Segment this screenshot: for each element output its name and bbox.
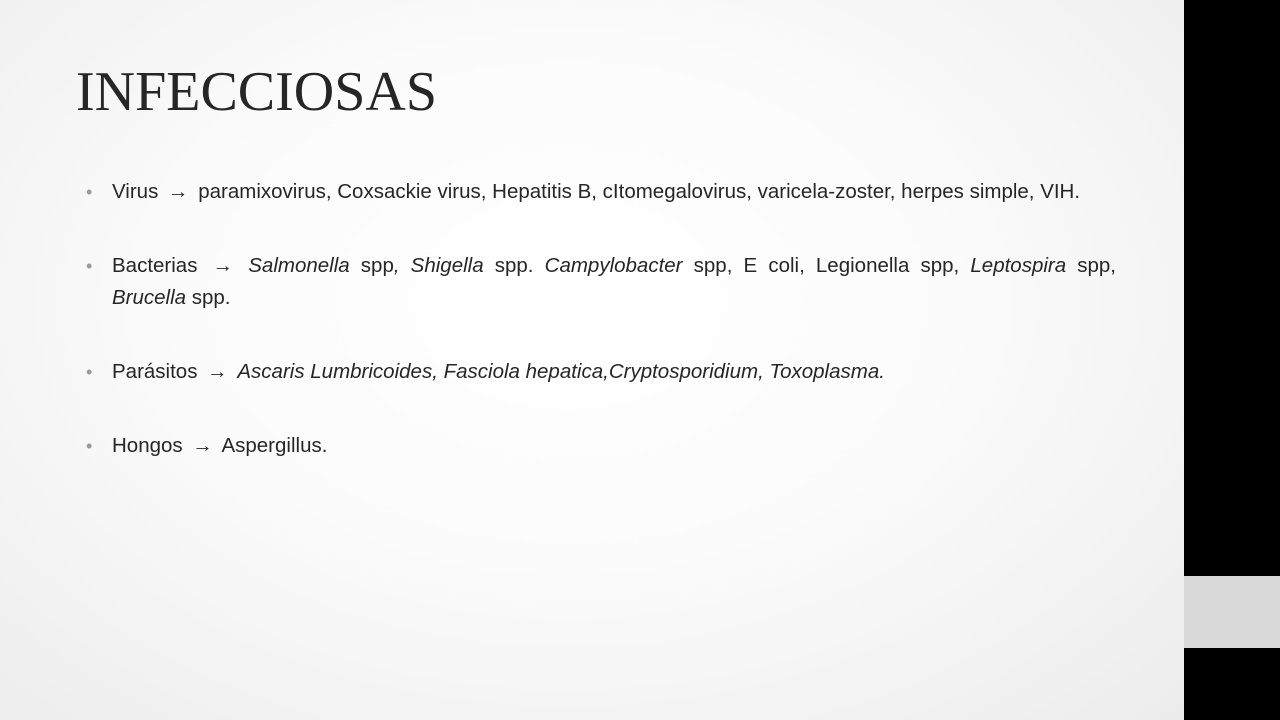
bullet-text (112, 254, 1116, 309)
bullet-dot-icon: • (86, 182, 93, 202)
arrow-right-icon: → (207, 360, 228, 383)
side-panel (1184, 0, 1280, 720)
text-segment: Brucella (112, 286, 187, 309)
bullet-dot-icon: • (86, 362, 93, 382)
text-segment: spp. (186, 286, 231, 309)
bullet-bacterias (86, 250, 1116, 314)
bullet-label: Virus (112, 180, 159, 203)
bullet-label: Hongos (112, 434, 183, 457)
bullet-parasitos (86, 356, 1116, 388)
bullet-label: Parásitos (112, 360, 198, 383)
bullet-hongos (86, 430, 1116, 462)
slide-title: INFECCIOSAS (76, 61, 437, 123)
side-panel-accent (1184, 576, 1280, 648)
text-segment: Campylobacter (544, 254, 683, 277)
bullet-label: Bacterias (112, 254, 198, 277)
bullet-virus (86, 176, 1116, 208)
arrow-right-icon: → (212, 254, 234, 277)
bullet-dot-icon: • (86, 256, 93, 276)
bullet-text: Ascaris Lumbricoides, Fasciola hepatica,Cryptosporidium, Toxoplasma. (237, 360, 885, 383)
text-segment: spp, (1066, 254, 1117, 277)
text-segment: spp (349, 254, 394, 277)
text-segment: Leptospira (970, 254, 1067, 277)
arrow-right-icon: → (192, 434, 213, 457)
arrow-right-icon: → (168, 180, 189, 203)
text-segment: spp. (483, 254, 545, 277)
bullet-text: paramixovirus, Coxsackie virus, Hepatitis B, cItomegalovirus, varicela-zoster, herpes simple, VIH. (198, 180, 1081, 203)
text-segment: , Shigella (393, 254, 484, 277)
bullet-text: Aspergillus. (221, 434, 328, 457)
text-segment: Salmonella (248, 254, 350, 277)
bullet-dot-icon: • (86, 436, 93, 456)
bullet-list (86, 176, 1116, 504)
text-segment: spp, E coli, Legionella spp, (682, 254, 971, 277)
